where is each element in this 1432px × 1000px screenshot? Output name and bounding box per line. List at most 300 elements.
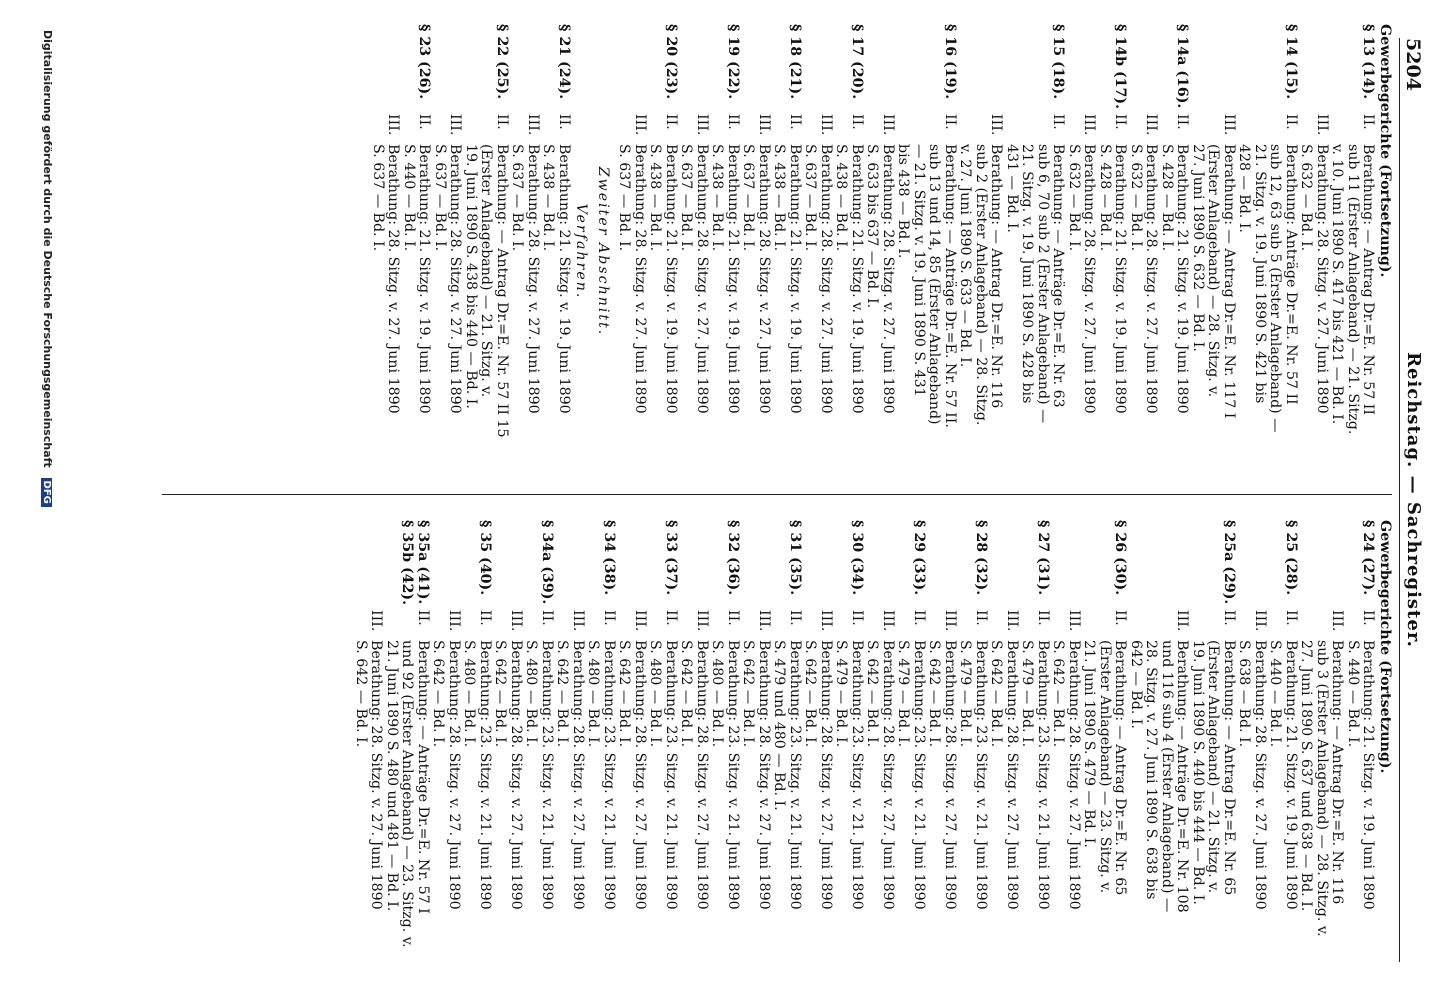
- entry-line: [973, 114, 989, 479]
- entry-line: [632, 610, 648, 982]
- entry-line: [926, 114, 942, 479]
- entry-line: [401, 114, 417, 479]
- register-entry: [370, 24, 432, 479]
- entry-body: [864, 610, 926, 982]
- entry-text: Berathung: 28. Sitzg. v. 27. Juni 1890: [1252, 640, 1268, 910]
- entry-text: S. 438 — Bd. I.: [771, 144, 788, 252]
- reading-number: III.: [756, 610, 772, 632]
- reading-number: [616, 610, 632, 640]
- entry-text: S. 428 — Bd. I.: [1159, 144, 1175, 252]
- entry-line: [1066, 114, 1082, 479]
- entry-line: [849, 114, 865, 479]
- entry-text: 19. Juni 1890 S. 440 bis 444 — Bd. I.: [1190, 640, 1206, 905]
- entry-number: § 14 (15).: [1283, 24, 1299, 100]
- entry-line: [525, 114, 541, 479]
- entry-line: [492, 610, 508, 982]
- entry-line: [494, 114, 510, 479]
- entry-line: [647, 610, 663, 982]
- entry-line: [1314, 610, 1330, 982]
- entry-line: [1128, 114, 1144, 479]
- entry-text: S. 480 — Bd. I.: [523, 640, 540, 748]
- entry-text: S. 633 bis 637 — Bd. I.: [864, 144, 881, 309]
- entry-line: [1329, 114, 1345, 479]
- entry-line: [1174, 114, 1190, 479]
- reading-number: III.: [525, 114, 541, 136]
- entry-line: [509, 114, 525, 479]
- reading-number: II.: [1174, 114, 1191, 130]
- reading-number: [802, 114, 818, 144]
- reading-number: III.: [1143, 114, 1160, 136]
- entry-text: (Erster Anlageband) — 21. Sitzg. v.: [478, 144, 495, 398]
- reading-number: III.: [1314, 114, 1330, 136]
- reading-number: [771, 610, 787, 640]
- entry-number: § 27 (31).: [1035, 520, 1051, 596]
- entry-line: [911, 610, 927, 982]
- section-heading: Gewerbegerichte (Fortsetzung).: [1377, 24, 1393, 278]
- entry-number: § 13 (14).: [1360, 24, 1377, 100]
- entry-number: § 33 (37).: [663, 520, 679, 596]
- entry-line: [1283, 114, 1299, 479]
- reading-number: [1128, 114, 1144, 144]
- entry-text: S. 642 — Bd. I.: [554, 640, 571, 748]
- entry-line: [1174, 610, 1190, 982]
- entry-line: [1066, 610, 1082, 982]
- entry-text: S. 638 — Bd. I.: [1236, 640, 1253, 748]
- entry-number: § 16 (19).: [942, 24, 958, 100]
- reading-number: II.: [1050, 114, 1067, 130]
- entry-text: S. 642 — Bd. I.: [430, 640, 447, 748]
- entry-text: 21. Juni 1890 S. 479 — Bd. I.: [1081, 640, 1098, 848]
- entry-line: [1050, 114, 1066, 479]
- entry-line: [463, 114, 479, 479]
- reading-number: II.: [416, 114, 433, 130]
- subsection-heading: Verfahren.: [573, 203, 590, 300]
- entry-text: 21. Sitzg. v. 19. Juni 1890 S. 428 bis: [1019, 144, 1036, 404]
- reading-number: II.: [601, 610, 617, 626]
- reading-number: [1298, 114, 1314, 144]
- reading-number: [1097, 610, 1113, 640]
- reading-number: [1267, 610, 1283, 640]
- entry-text: Berathung: 21. Sitzg. v. 19. Juni 1890: [556, 144, 572, 414]
- reading-number: II.: [663, 610, 679, 626]
- register-entry: [492, 520, 554, 982]
- page-header: [1399, 38, 1426, 962]
- register-entry: [802, 24, 864, 479]
- reading-number: III.: [1174, 610, 1191, 632]
- entry-line: [880, 610, 896, 982]
- entry-line: [802, 114, 818, 479]
- reading-number: [864, 610, 880, 640]
- reading-number: II.: [1035, 610, 1051, 626]
- reading-number: [833, 114, 849, 144]
- entry-text: Berathung: 28. Sitzg. v. 27. Juni 1890: [1004, 640, 1020, 910]
- entry-body: [1128, 114, 1190, 479]
- entry-line: [570, 610, 586, 982]
- entry-line: [771, 610, 787, 982]
- reading-number: [492, 610, 508, 640]
- entry-text: S. 637 — Bd. I.: [740, 144, 757, 252]
- entry-body: [678, 610, 740, 982]
- reading-number: [1159, 610, 1175, 640]
- entry-line: [1159, 610, 1175, 982]
- register-entry: [740, 520, 802, 982]
- entry-text: Berathung: — Antrag Dr.=E. Nr. 117 I: [1221, 144, 1237, 419]
- entry-number: § 15 (18).: [1050, 24, 1067, 100]
- entry-line: [632, 114, 648, 479]
- entry-text: Berathung: 23. Sitzg. v. 21. Juni 1890: [477, 640, 493, 910]
- entry-text: Berathung: — Antrag Dr.=E. Nr. 65: [1112, 640, 1129, 896]
- entry-line: [942, 114, 958, 479]
- entry-body: [926, 610, 988, 982]
- entry-line: [957, 114, 973, 479]
- entry-body: [509, 114, 571, 479]
- entry-line: [1019, 610, 1035, 982]
- entry-line: [1329, 610, 1345, 982]
- entry-line: [432, 114, 448, 479]
- entry-line: [911, 114, 927, 479]
- entry-line: [415, 610, 431, 982]
- reading-number: [1252, 114, 1268, 144]
- entry-line: [1345, 610, 1361, 982]
- reading-number: [740, 610, 756, 640]
- entry-text: Berathung: 23. Sitzg. v. 21. Juni 1890: [1035, 640, 1051, 910]
- entry-line: [678, 610, 694, 982]
- entry-line: [416, 114, 432, 479]
- entry-line: [368, 610, 384, 982]
- entry-text: S. 637 — Bd. I.: [616, 144, 633, 252]
- entry-number: § 29 (33).: [911, 520, 927, 596]
- reading-number: II.: [725, 114, 741, 130]
- entry-text: S. 637 — Bd. I.: [802, 144, 819, 252]
- entry-text: Berathung: 28. Sitzg. v. 27. Juni 1890: [632, 144, 648, 414]
- entry-line: [1267, 114, 1283, 479]
- entry-line: [1360, 114, 1376, 479]
- entry-body: [1050, 610, 1128, 982]
- reading-number: [1019, 114, 1035, 144]
- entry-body: [1066, 114, 1128, 479]
- register-entry: [926, 520, 988, 982]
- entry-text: S. 438 — Bd. I.: [833, 144, 850, 252]
- entry-text: Berathung: Anträge Dr.=E. Nr. 57 II: [1283, 144, 1299, 405]
- entry-line: [1004, 610, 1020, 982]
- entry-number: § 22 (25).: [494, 24, 510, 100]
- entry-number: § 35b (42).: [399, 520, 416, 606]
- reading-number: II.: [787, 610, 803, 626]
- entry-text: Berathung: — Antrag Dr.=E. Nr. 57 II 15: [494, 144, 510, 438]
- entry-text: Berathung: — Antrag Dr.=E. Nr. 57 II: [1360, 144, 1377, 415]
- entry-line: [787, 610, 803, 982]
- entry-line: [1019, 114, 1035, 479]
- entry-text: Berathung: 28. Sitzg. v. 27. Juni 1890: [694, 640, 710, 910]
- reading-number: III.: [988, 114, 1005, 136]
- entry-line: [725, 114, 741, 479]
- entry-line: [477, 610, 493, 982]
- entry-line: [802, 610, 818, 982]
- reading-number: III.: [1221, 114, 1237, 136]
- reading-number: [1345, 114, 1361, 144]
- entry-body: [740, 114, 802, 479]
- entry-line: [709, 610, 725, 982]
- entry-line: [988, 114, 1004, 479]
- footer-text: Digitalisierung gefördert durch die Deutsche Forschungsgemeinschaft: [41, 30, 54, 468]
- entry-line: [1050, 610, 1066, 982]
- entry-text: S. 479 — Bd. I.: [833, 640, 850, 748]
- reading-number: [1345, 610, 1361, 640]
- entry-number: § 21 (24).: [556, 24, 572, 100]
- entry-text: Berathung: 28. Sitzg. v. 27. Juni 1890: [385, 144, 402, 414]
- reading-number: [461, 610, 477, 640]
- entry-text: Berathung: 28. Sitzg. v. 27. Juni 1890: [632, 640, 648, 910]
- entry-text: S. 637 — Bd. I.: [509, 144, 526, 252]
- entry-body: [492, 610, 554, 982]
- entry-text: S. 438 — Bd. I.: [647, 144, 664, 252]
- register-entry: [1298, 24, 1376, 479]
- entry-line: [1360, 610, 1376, 982]
- entry-body: [678, 114, 740, 479]
- reading-number: [895, 610, 911, 640]
- entry-text: (Erster Anlageband) — 23. Sitzg. v.: [1097, 640, 1113, 894]
- reading-number: II.: [1283, 610, 1299, 626]
- reading-number: [926, 114, 942, 144]
- reading-number: [1143, 610, 1159, 640]
- reading-number: [1019, 610, 1035, 640]
- entry-text: (Erster Anlageband) — 28. Sitzg. v.: [1205, 144, 1222, 398]
- entry-line: [833, 610, 849, 982]
- entry-line: [430, 610, 446, 982]
- entry-body: [864, 114, 957, 479]
- entry-line: [461, 610, 477, 982]
- entry-text: 21. Juni 1890 S. 480 und 481 — Bd. I.: [384, 640, 400, 912]
- reading-number: [430, 610, 446, 640]
- entry-text: S. 480 — Bd. I.: [709, 640, 726, 748]
- entry-list: [370, 24, 572, 479]
- entry-line: [1298, 610, 1314, 982]
- reading-number: [988, 610, 1004, 640]
- reading-number: II.: [849, 610, 865, 626]
- entry-body: [616, 114, 678, 479]
- reading-number: [399, 610, 415, 640]
- register-entry: [432, 24, 510, 479]
- entry-line: [818, 114, 834, 479]
- entry-body: [353, 610, 431, 982]
- entry-text: Berathung: 21. Sitzg. v. 19. Juni 1890: [416, 144, 433, 414]
- entry-line: [554, 610, 570, 982]
- entry-line: [585, 610, 601, 982]
- entry-text: sub 11 (Erster Anlageband) — 21. Sitzg.: [1345, 144, 1361, 435]
- entry-body: [1236, 610, 1298, 982]
- entry-line: [1004, 114, 1020, 479]
- entry-text: S. 637 — Bd. I.: [432, 144, 448, 252]
- entry-text: Berathung: 28. Sitzg. v. 27. Juni 1890: [756, 144, 772, 414]
- reading-number: [709, 610, 725, 640]
- entry-text: sub 2 (Erster Anlageband) — 28. Sitzg.: [973, 144, 989, 426]
- entry-text: S. 632 — Bd. I.: [1298, 144, 1315, 252]
- entry-number: § 25a (29).: [1221, 520, 1237, 605]
- reading-number: III.: [446, 610, 462, 632]
- entry-number: § 34 (38).: [601, 520, 617, 596]
- entry-line: [1143, 114, 1159, 479]
- entry-line: [1205, 610, 1221, 982]
- entry-text: Berathung: 28. Sitzg. v. 27. Juni 1890: [1143, 144, 1160, 414]
- entry-text: Berathung: 23. Sitzg. v. 21. Juni 1890: [973, 640, 989, 910]
- register-entry: [864, 24, 957, 479]
- reading-number: II.: [1360, 610, 1377, 626]
- entry-line: [1252, 114, 1268, 479]
- entry-line: [353, 610, 369, 982]
- reading-number: [401, 114, 417, 144]
- entry-number: § 25 (28).: [1283, 520, 1299, 596]
- entry-text: S. 632 — Bd. I.: [1066, 144, 1082, 252]
- reading-number: [1298, 610, 1314, 640]
- entry-line: [601, 610, 617, 982]
- register-entry: [988, 520, 1050, 982]
- entry-line: [1190, 610, 1206, 982]
- entry-line: [478, 114, 494, 479]
- reading-number: II.: [1112, 610, 1129, 626]
- reading-number: [802, 610, 818, 640]
- entry-line: [694, 610, 710, 982]
- reading-number: III.: [368, 610, 385, 632]
- entry-body: [802, 610, 864, 982]
- entry-text: — 21. Sitzg. v. 19. Juni 1890 S. 431: [911, 144, 927, 397]
- entry-number: § 14a (16).: [1174, 24, 1191, 109]
- entry-text: Berathung: — Antrag Dr.=E. Nr. 116: [1329, 640, 1346, 905]
- entry-line: [663, 114, 679, 479]
- dfg-logo: DFG: [41, 478, 52, 507]
- entry-text: S. 642 — Bd. I.: [988, 640, 1005, 748]
- subsection-title: Zweiter Abschnitt.: [595, 166, 611, 337]
- entry-text: Berathung: — Anträge Dr.=E. Nr. 108: [1174, 640, 1191, 913]
- reading-number: II.: [911, 610, 927, 626]
- entry-body: [1190, 114, 1299, 479]
- entry-text: S. 479 — Bd. I.: [895, 640, 912, 748]
- reading-number: [1314, 610, 1330, 640]
- reading-number: [585, 610, 601, 640]
- entry-line: [957, 610, 973, 982]
- entry-line: [1035, 610, 1051, 982]
- entry-line: [556, 114, 572, 479]
- register-entry: [1236, 520, 1298, 982]
- entry-text: Berathung: 23. Sitzg. v. 21. Juni 1890: [787, 640, 803, 910]
- reading-number: II.: [849, 114, 865, 130]
- reading-number: [1329, 114, 1345, 144]
- entry-body: [957, 114, 1066, 479]
- entry-text: Berathung: 28. Sitzg. v. 27. Juni 1890: [1066, 640, 1082, 910]
- entry-line: [1298, 114, 1314, 479]
- entry-number: § 31 (35).: [787, 520, 803, 596]
- entry-text: S. 642 — Bd. I.: [1050, 640, 1067, 748]
- entry-line: [973, 610, 989, 982]
- reading-number: [1159, 114, 1175, 144]
- register-entry: [864, 520, 926, 982]
- register-entry: [802, 520, 864, 982]
- reading-number: [540, 114, 556, 144]
- reading-number: [616, 114, 632, 144]
- entry-line: [1081, 114, 1097, 479]
- entry-text: 27. Juni 1890 S. 637 und 638 — Bd. I.: [1298, 640, 1315, 912]
- entry-number: § 19 (22).: [725, 24, 741, 100]
- reading-number: III.: [1329, 610, 1346, 632]
- entry-text: Berathung: 21. Sitzg. v. 19. Juni 1890: [1283, 640, 1299, 910]
- entry-text: 642 — Bd. I.: [1128, 640, 1144, 729]
- entry-line: [1112, 114, 1128, 479]
- reading-number: [678, 114, 694, 144]
- reading-number: II.: [494, 114, 510, 130]
- entry-text: S. 440 — Bd. I.: [1267, 640, 1284, 748]
- entry-number: § 20 (23).: [663, 24, 679, 100]
- entry-text: Berathung: 23. Sitzg. v. 21. Juni 1890: [539, 640, 555, 910]
- reading-number: [432, 114, 448, 144]
- reading-number: [1128, 610, 1144, 640]
- entry-text: Berathung: — Anträge Dr.=E. Nr. 57 I: [415, 640, 431, 914]
- entry-text: S. 642 — Bd. I.: [353, 640, 369, 748]
- entry-body: [1128, 610, 1237, 982]
- entry-line: [818, 610, 834, 982]
- reading-number: [1081, 610, 1097, 640]
- entry-text: S. 479 — Bd. I.: [957, 640, 974, 748]
- entry-text: Berathung: 21. Sitzg. v. 19. Juni 1890: [787, 144, 803, 414]
- reading-number: [1004, 114, 1020, 144]
- reading-number: [709, 114, 725, 144]
- entry-line: [833, 114, 849, 479]
- reading-number: [1190, 114, 1206, 144]
- entry-line: [926, 610, 942, 982]
- entry-text: Berathung: 28. Sitzg. v. 27. Juni 1890: [942, 640, 958, 910]
- entry-text: sub 13 und 14, 85 (Erster Anlageband): [926, 144, 943, 425]
- entry-line: [942, 610, 958, 982]
- entry-text: Berathung: 21. Sitzg. v. 19. Juni 1890: [663, 144, 679, 414]
- entry-line: [1081, 610, 1097, 982]
- entry-text: sub 12, 63 sub 5 (Erster Anlageband) —: [1267, 144, 1284, 433]
- entry-text: Berathung: 21. Sitzg. v. 19. Juni 1890: [1174, 144, 1191, 414]
- register-entry: [430, 520, 492, 982]
- entry-text: Berathung: — Anträge Dr.=E. Nr. 57 II.: [942, 144, 958, 428]
- entry-line: [447, 114, 463, 479]
- entry-body: [1298, 114, 1376, 479]
- column-divider: [162, 494, 1392, 495]
- entry-text: S. 642 — Bd. I.: [678, 640, 695, 748]
- entry-number: § 14b (17).: [1112, 24, 1129, 110]
- entry-line: [446, 610, 462, 982]
- reading-number: II.: [415, 610, 431, 626]
- entry-text: Berathung: 28. Sitzg. v. 27. Juni 1890: [570, 640, 586, 910]
- entry-line: [1097, 114, 1113, 479]
- entry-text: 28. Sitzg. v. 27. Juni 1890 S. 638 bis: [1143, 640, 1160, 900]
- reading-number: [1205, 114, 1221, 144]
- reading-number: II.: [539, 610, 555, 626]
- reading-number: III.: [508, 610, 524, 632]
- reading-number: [1097, 114, 1113, 144]
- register-entry: [1128, 520, 1237, 982]
- entry-text: Berathung: 28. Sitzg. v. 27. Juni 1890: [1314, 144, 1330, 414]
- entry-text: Berathung: 28. Sitzg. v. 27. Juni 1890: [694, 144, 710, 414]
- entry-number: § 30 (34).: [849, 520, 865, 596]
- register-entry: [616, 24, 678, 479]
- entry-text: Berathung: 23. Sitzg. v. 21. Juni 1890: [725, 640, 741, 910]
- register-entry: [957, 24, 1066, 479]
- entry-text: sub 3 (Erster Anlageband) — 28. Sitzg. v.: [1314, 640, 1330, 937]
- reading-number: III.: [1252, 610, 1268, 632]
- reading-number: [771, 114, 787, 144]
- entry-number: § 35 (40).: [477, 520, 493, 596]
- entry-line: [1190, 114, 1206, 479]
- register-entry: [1190, 24, 1299, 479]
- reading-number: III.: [694, 610, 710, 632]
- reading-number: III.: [1066, 610, 1082, 632]
- entry-number: § 35a (41).: [415, 520, 431, 605]
- entry-body: [1298, 610, 1376, 982]
- register-entry: [509, 24, 571, 479]
